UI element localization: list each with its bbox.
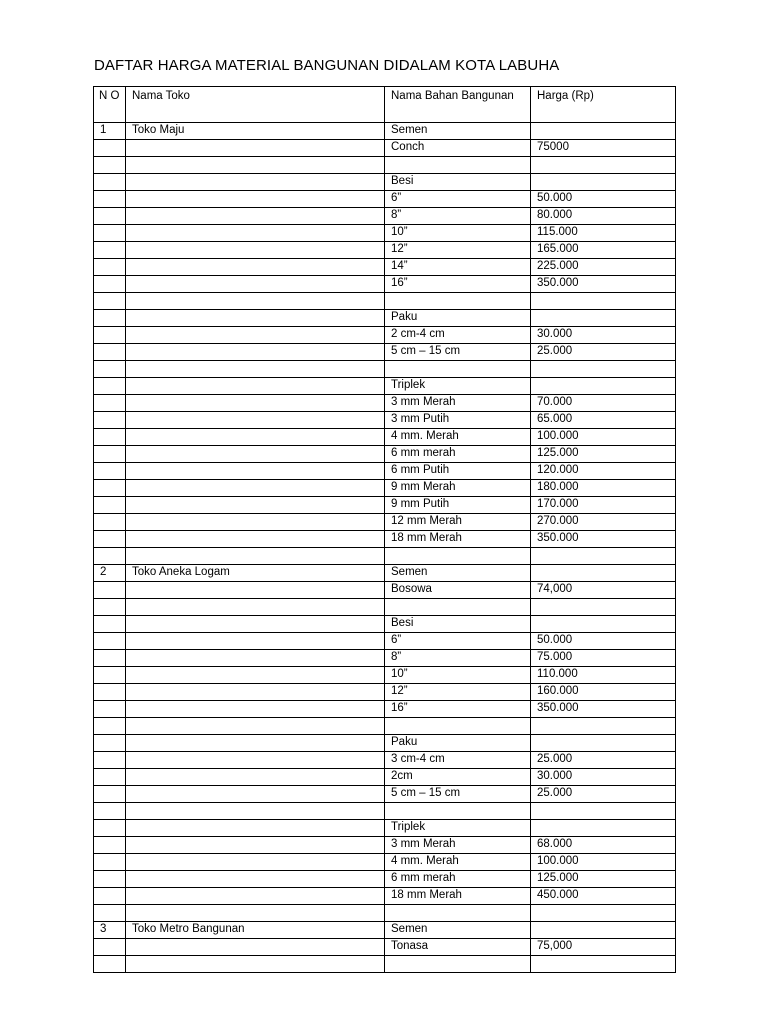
- cell-no: [94, 939, 126, 956]
- cell-no: [94, 888, 126, 905]
- cell-nama-bahan: 3 mm Merah: [385, 837, 531, 854]
- cell-no: 2: [94, 565, 126, 582]
- cell-nama-toko: [126, 531, 385, 548]
- table-row: [94, 378, 676, 395]
- cell-harga: 180.000: [531, 480, 676, 497]
- cell-harga: 115.000: [531, 225, 676, 242]
- cell-harga: 50.000: [531, 633, 676, 650]
- cell-nama-toko: [126, 310, 385, 327]
- cell-harga: [531, 599, 676, 616]
- cell-harga: [531, 378, 676, 395]
- cell-nama-toko: [126, 786, 385, 803]
- cell-no: [94, 599, 126, 616]
- cell-harga: 170.000: [531, 497, 676, 514]
- cell-nama-bahan: [385, 548, 531, 565]
- cell-nama-toko: [126, 803, 385, 820]
- cell-nama-toko: [126, 208, 385, 225]
- table-row: [94, 225, 676, 242]
- cell-no: [94, 327, 126, 344]
- cell-no: [94, 650, 126, 667]
- table-row: [94, 735, 676, 752]
- cell-nama-toko: [126, 429, 385, 446]
- cell-nama-toko: [126, 327, 385, 344]
- cell-nama-bahan: Semen: [385, 922, 531, 939]
- table-row: [94, 922, 676, 939]
- cell-no: [94, 701, 126, 718]
- table-row: [94, 752, 676, 769]
- table-row: [94, 769, 676, 786]
- table-row: [94, 514, 676, 531]
- table-row: [94, 888, 676, 905]
- cell-nama-toko: [126, 361, 385, 378]
- table-row: [94, 803, 676, 820]
- cell-harga: [531, 174, 676, 191]
- cell-nama-bahan: 16”: [385, 276, 531, 293]
- cell-harga: 100.000: [531, 429, 676, 446]
- cell-nama-bahan: 18 mm Merah: [385, 531, 531, 548]
- cell-nama-toko: [126, 463, 385, 480]
- cell-harga: [531, 310, 676, 327]
- table-row: [94, 412, 676, 429]
- cell-nama-bahan: [385, 157, 531, 174]
- table-row: [94, 157, 676, 174]
- cell-nama-bahan: 5 cm – 15 cm: [385, 344, 531, 361]
- cell-no: [94, 344, 126, 361]
- table-row: [94, 820, 676, 837]
- table-row: [94, 310, 676, 327]
- cell-no: [94, 208, 126, 225]
- header-no: N O: [94, 87, 126, 123]
- cell-nama-toko: [126, 497, 385, 514]
- cell-harga: 75000: [531, 140, 676, 157]
- cell-nama-toko: [126, 293, 385, 310]
- cell-nama-bahan: 3 mm Merah: [385, 395, 531, 412]
- cell-nama-toko: [126, 395, 385, 412]
- cell-no: [94, 276, 126, 293]
- document-title: DAFTAR HARGA MATERIAL BANGUNAN DIDALAM KOTA LABUHA: [94, 57, 560, 74]
- cell-nama-toko: [126, 769, 385, 786]
- cell-no: [94, 429, 126, 446]
- table-row: [94, 633, 676, 650]
- cell-harga: 120.000: [531, 463, 676, 480]
- cell-nama-bahan: 10”: [385, 667, 531, 684]
- cell-harga: 30.000: [531, 769, 676, 786]
- table-row: [94, 293, 676, 310]
- table-row: [94, 446, 676, 463]
- cell-nama-bahan: [385, 361, 531, 378]
- cell-no: [94, 871, 126, 888]
- cell-no: [94, 582, 126, 599]
- cell-no: [94, 633, 126, 650]
- cell-nama-toko: [126, 548, 385, 565]
- cell-nama-bahan: 2 cm-4 cm: [385, 327, 531, 344]
- cell-harga: 25.000: [531, 752, 676, 769]
- cell-harga: [531, 735, 676, 752]
- cell-harga: 65.000: [531, 412, 676, 429]
- table-row: [94, 667, 676, 684]
- cell-no: [94, 140, 126, 157]
- cell-harga: [531, 293, 676, 310]
- cell-harga: [531, 616, 676, 633]
- cell-no: [94, 803, 126, 820]
- cell-nama-toko: Toko Metro Bangunan: [126, 922, 385, 939]
- cell-harga: 25.000: [531, 786, 676, 803]
- cell-nama-toko: [126, 225, 385, 242]
- table-row: [94, 480, 676, 497]
- cell-harga: [531, 123, 676, 140]
- cell-nama-bahan: 14”: [385, 259, 531, 276]
- cell-no: [94, 480, 126, 497]
- table-row: [94, 191, 676, 208]
- table-row: [94, 361, 676, 378]
- cell-nama-toko: [126, 871, 385, 888]
- cell-harga: 25.000: [531, 344, 676, 361]
- cell-no: [94, 446, 126, 463]
- table-row: [94, 463, 676, 480]
- cell-no: [94, 667, 126, 684]
- cell-nama-toko: [126, 701, 385, 718]
- table-row: [94, 905, 676, 922]
- cell-nama-toko: [126, 684, 385, 701]
- cell-nama-toko: [126, 582, 385, 599]
- cell-harga: 165.000: [531, 242, 676, 259]
- table-row: [94, 684, 676, 701]
- cell-no: [94, 548, 126, 565]
- cell-nama-bahan: Triplek: [385, 378, 531, 395]
- cell-harga: 125.000: [531, 871, 676, 888]
- table-row: [94, 497, 676, 514]
- cell-no: [94, 463, 126, 480]
- cell-nama-bahan: 3 mm Putih: [385, 412, 531, 429]
- cell-nama-bahan: Conch: [385, 140, 531, 157]
- cell-no: [94, 837, 126, 854]
- cell-no: [94, 310, 126, 327]
- cell-nama-bahan: Paku: [385, 735, 531, 752]
- cell-nama-toko: [126, 191, 385, 208]
- table-row: [94, 174, 676, 191]
- table-row: [94, 939, 676, 956]
- cell-nama-bahan: 8”: [385, 208, 531, 225]
- cell-nama-toko: [126, 905, 385, 922]
- table-row: [94, 276, 676, 293]
- cell-nama-toko: [126, 956, 385, 973]
- cell-nama-bahan: [385, 599, 531, 616]
- cell-harga: [531, 956, 676, 973]
- cell-no: [94, 684, 126, 701]
- cell-nama-bahan: 3 cm-4 cm: [385, 752, 531, 769]
- cell-nama-toko: [126, 514, 385, 531]
- cell-nama-toko: [126, 412, 385, 429]
- cell-nama-toko: [126, 378, 385, 395]
- cell-harga: [531, 361, 676, 378]
- cell-no: [94, 752, 126, 769]
- cell-nama-bahan: Besi: [385, 616, 531, 633]
- cell-nama-toko: [126, 650, 385, 667]
- cell-no: [94, 820, 126, 837]
- cell-harga: 350.000: [531, 276, 676, 293]
- cell-nama-toko: [126, 633, 385, 650]
- cell-no: [94, 395, 126, 412]
- cell-nama-toko: [126, 242, 385, 259]
- cell-nama-toko: [126, 820, 385, 837]
- header-nama-toko: Nama Toko: [126, 87, 385, 123]
- table-row: [94, 837, 676, 854]
- table-row: [94, 123, 676, 140]
- table-body: [94, 123, 676, 973]
- cell-nama-toko: [126, 667, 385, 684]
- cell-nama-bahan: Tonasa: [385, 939, 531, 956]
- cell-no: [94, 361, 126, 378]
- cell-nama-bahan: [385, 956, 531, 973]
- cell-harga: 110.000: [531, 667, 676, 684]
- cell-nama-toko: [126, 888, 385, 905]
- cell-nama-bahan: 9 mm Merah: [385, 480, 531, 497]
- cell-harga: [531, 922, 676, 939]
- cell-no: [94, 514, 126, 531]
- cell-nama-toko: Toko Aneka Logam: [126, 565, 385, 582]
- cell-nama-toko: [126, 344, 385, 361]
- table-row: [94, 208, 676, 225]
- cell-nama-toko: [126, 718, 385, 735]
- cell-no: [94, 412, 126, 429]
- cell-harga: [531, 565, 676, 582]
- cell-harga: 75.000: [531, 650, 676, 667]
- table-row: [94, 395, 676, 412]
- cell-nama-bahan: 2cm: [385, 769, 531, 786]
- price-table: [93, 86, 676, 973]
- cell-nama-bahan: 6 mm merah: [385, 871, 531, 888]
- cell-harga: 450.000: [531, 888, 676, 905]
- table-row: [94, 548, 676, 565]
- cell-nama-bahan: 10”: [385, 225, 531, 242]
- table-row: [94, 854, 676, 871]
- cell-nama-bahan: Semen: [385, 565, 531, 582]
- cell-no: [94, 191, 126, 208]
- cell-nama-bahan: [385, 718, 531, 735]
- cell-harga: 80.000: [531, 208, 676, 225]
- cell-nama-bahan: 6 mm Putih: [385, 463, 531, 480]
- cell-nama-toko: [126, 276, 385, 293]
- cell-no: 3: [94, 922, 126, 939]
- header-nama-bahan: Nama Bahan Bangunan: [385, 87, 531, 123]
- cell-harga: 100.000: [531, 854, 676, 871]
- cell-harga: 70.000: [531, 395, 676, 412]
- cell-nama-bahan: [385, 293, 531, 310]
- header-harga: Harga (Rp): [531, 87, 676, 123]
- table-row: [94, 140, 676, 157]
- table-row: [94, 429, 676, 446]
- cell-no: [94, 497, 126, 514]
- cell-nama-bahan: 12 mm Merah: [385, 514, 531, 531]
- cell-harga: 125.000: [531, 446, 676, 463]
- cell-nama-bahan: [385, 803, 531, 820]
- cell-harga: [531, 905, 676, 922]
- cell-harga: [531, 820, 676, 837]
- cell-harga: 74,000: [531, 582, 676, 599]
- cell-no: [94, 378, 126, 395]
- cell-nama-toko: [126, 480, 385, 497]
- table-row: [94, 327, 676, 344]
- table-row: [94, 531, 676, 548]
- cell-nama-bahan: 4 mm. Merah: [385, 854, 531, 871]
- cell-nama-bahan: 16”: [385, 701, 531, 718]
- cell-nama-bahan: 12”: [385, 242, 531, 259]
- table-row: [94, 259, 676, 276]
- cell-nama-toko: [126, 157, 385, 174]
- cell-nama-bahan: Semen: [385, 123, 531, 140]
- cell-nama-bahan: 4 mm. Merah: [385, 429, 531, 446]
- table-row: [94, 701, 676, 718]
- cell-no: [94, 718, 126, 735]
- cell-harga: [531, 803, 676, 820]
- cell-nama-bahan: Paku: [385, 310, 531, 327]
- cell-no: [94, 531, 126, 548]
- cell-harga: 350.000: [531, 531, 676, 548]
- cell-nama-bahan: 6 mm merah: [385, 446, 531, 463]
- cell-harga: 160.000: [531, 684, 676, 701]
- cell-nama-toko: [126, 140, 385, 157]
- cell-nama-bahan: 8”: [385, 650, 531, 667]
- cell-no: [94, 174, 126, 191]
- cell-no: [94, 735, 126, 752]
- cell-harga: [531, 718, 676, 735]
- cell-no: [94, 905, 126, 922]
- cell-harga: [531, 548, 676, 565]
- table-row: [94, 786, 676, 803]
- cell-nama-bahan: 12”: [385, 684, 531, 701]
- cell-harga: 225.000: [531, 259, 676, 276]
- cell-nama-toko: [126, 837, 385, 854]
- cell-no: [94, 225, 126, 242]
- table-row: [94, 956, 676, 973]
- table-row: [94, 344, 676, 361]
- cell-nama-bahan: 9 mm Putih: [385, 497, 531, 514]
- cell-nama-toko: Toko Maju: [126, 123, 385, 140]
- table-row: [94, 242, 676, 259]
- cell-nama-bahan: Bosowa: [385, 582, 531, 599]
- cell-nama-bahan: 6”: [385, 191, 531, 208]
- cell-harga: [531, 157, 676, 174]
- cell-nama-bahan: 6”: [385, 633, 531, 650]
- cell-nama-toko: [126, 174, 385, 191]
- cell-no: [94, 786, 126, 803]
- table-row: [94, 599, 676, 616]
- cell-harga: 30.000: [531, 327, 676, 344]
- cell-nama-toko: [126, 259, 385, 276]
- cell-no: [94, 956, 126, 973]
- cell-no: [94, 157, 126, 174]
- cell-harga: 75,000: [531, 939, 676, 956]
- cell-nama-toko: [126, 939, 385, 956]
- cell-no: [94, 854, 126, 871]
- cell-no: [94, 293, 126, 310]
- cell-no: 1: [94, 123, 126, 140]
- cell-no: [94, 616, 126, 633]
- cell-nama-toko: [126, 735, 385, 752]
- cell-harga: 350.000: [531, 701, 676, 718]
- table-row: [94, 871, 676, 888]
- cell-no: [94, 242, 126, 259]
- table-row: [94, 565, 676, 582]
- table-row: [94, 718, 676, 735]
- table-row: [94, 616, 676, 633]
- cell-nama-bahan: Triplek: [385, 820, 531, 837]
- cell-nama-bahan: 5 cm – 15 cm: [385, 786, 531, 803]
- table-header-row: [94, 87, 676, 123]
- cell-nama-toko: [126, 446, 385, 463]
- cell-nama-toko: [126, 599, 385, 616]
- cell-harga: 50.000: [531, 191, 676, 208]
- cell-nama-bahan: [385, 905, 531, 922]
- cell-nama-bahan: Besi: [385, 174, 531, 191]
- table-row: [94, 650, 676, 667]
- cell-nama-toko: [126, 752, 385, 769]
- cell-no: [94, 259, 126, 276]
- table-row: [94, 582, 676, 599]
- cell-harga: 270.000: [531, 514, 676, 531]
- cell-nama-toko: [126, 616, 385, 633]
- cell-nama-toko: [126, 854, 385, 871]
- cell-nama-bahan: 18 mm Merah: [385, 888, 531, 905]
- cell-harga: 68.000: [531, 837, 676, 854]
- cell-no: [94, 769, 126, 786]
